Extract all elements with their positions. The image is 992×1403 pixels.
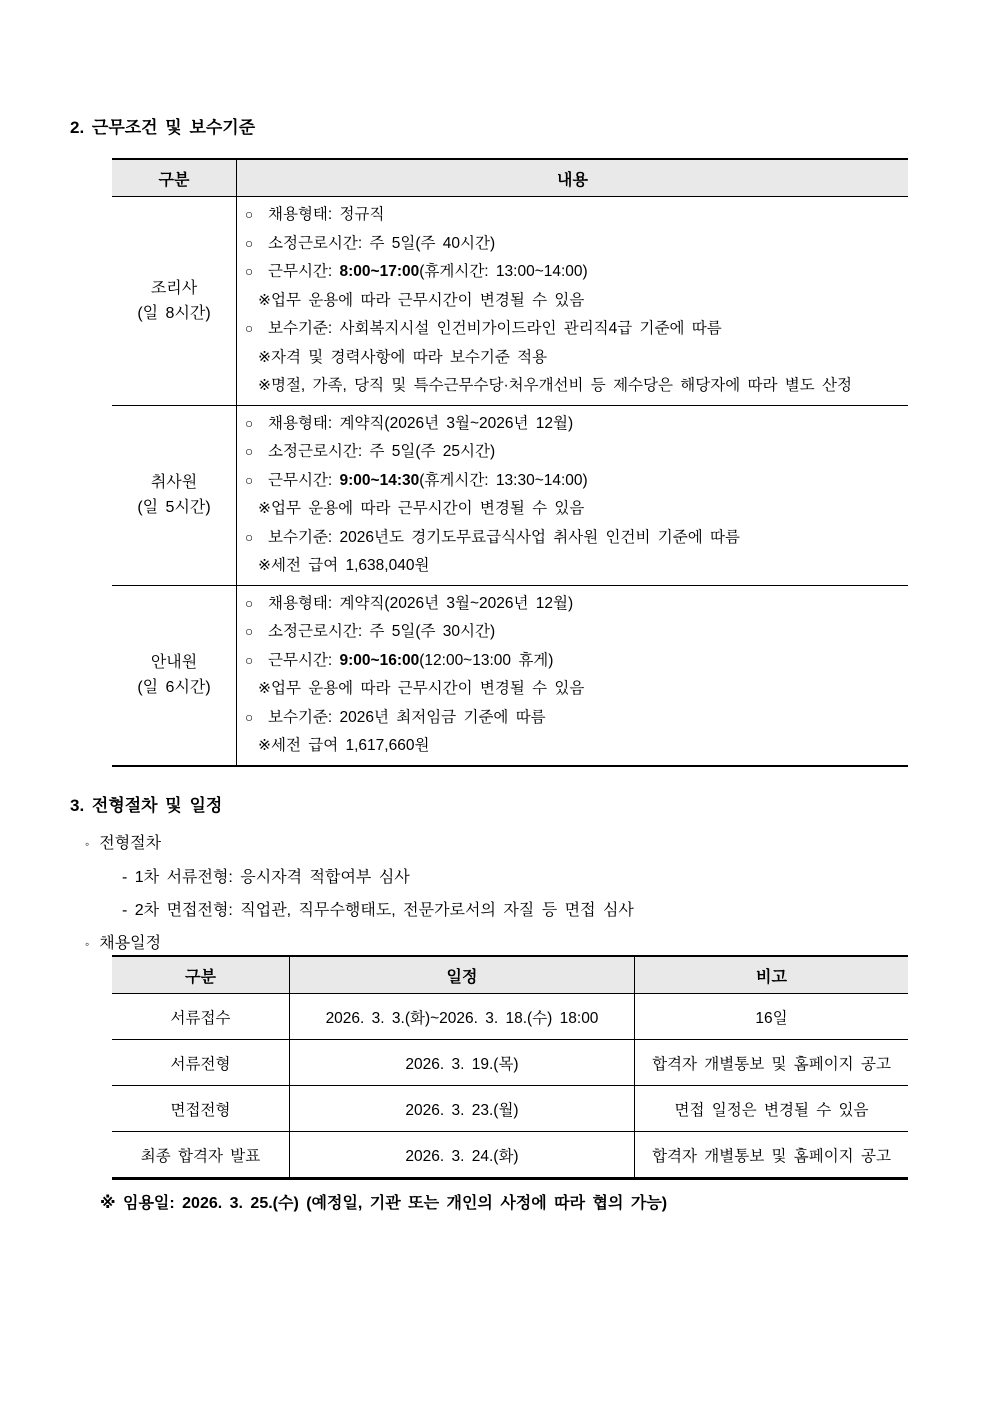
content-line bbox=[245, 647, 900, 676]
schedule-row-remark: 합격자 개별통보 및 홈페이지 공고 bbox=[635, 1040, 908, 1086]
note-line: ※세전 급여 1,617,660원 bbox=[258, 737, 430, 754]
job-hours: (일 8시간) bbox=[137, 304, 211, 322]
circle-bullet: ○ bbox=[245, 595, 254, 611]
line-text: 근무시간: bbox=[268, 651, 340, 669]
job-title: 안내원 bbox=[150, 654, 198, 671]
content-line bbox=[245, 618, 900, 647]
content-line bbox=[245, 230, 900, 259]
line-text: 근무시간: bbox=[268, 263, 340, 280]
schedule-row-remark: 16일 bbox=[635, 994, 908, 1040]
note-line: ※세전 급여 1,638,040원 bbox=[258, 557, 430, 574]
circle-bullet: ○ bbox=[245, 264, 254, 279]
procedure-subheading bbox=[85, 827, 634, 861]
schedule-row-category: 서류전형 bbox=[112, 1040, 290, 1086]
table-row-content-kitchen-helper bbox=[237, 406, 908, 586]
job-title: 조리사 bbox=[150, 279, 198, 297]
table1-header-category: 구분 bbox=[112, 160, 237, 197]
table-row-label-cook bbox=[112, 197, 237, 406]
content-line bbox=[245, 524, 900, 553]
schedule-row-category: 면접전형 bbox=[112, 1086, 290, 1132]
section2-heading: 2. 근무조건 및 보수기준 bbox=[70, 118, 256, 137]
content-line bbox=[245, 201, 900, 230]
note-line: ※업무 운용에 따라 근무시간이 변경될 수 있음 bbox=[258, 680, 585, 697]
schedule-table bbox=[112, 955, 908, 1180]
content-line bbox=[245, 315, 900, 344]
table-row-content-cook bbox=[237, 197, 908, 406]
schedule-row-category: 서류접수 bbox=[112, 994, 290, 1040]
schedule-row-remark: 면접 일정은 변경될 수 있음 bbox=[635, 1086, 908, 1132]
schedule-row-date: 2026. 3. 24.(화) bbox=[290, 1132, 635, 1178]
content-line bbox=[245, 410, 900, 439]
circle-bullet: ○ bbox=[245, 709, 254, 725]
schedule-label: 채용일정 bbox=[99, 935, 162, 952]
circle-bullet: ○ bbox=[245, 624, 254, 639]
line-text: (12:00~13:00 휴게) bbox=[419, 651, 554, 669]
procedure-item: - 2차 면접전형: 직업관, 직무수행태도, 전문가로서의 자질 등 면접 심사 bbox=[122, 902, 634, 919]
schedule-row-date: 2026. 3. 23.(월) bbox=[290, 1086, 635, 1132]
line-text: 소정근로시간: 주 5일(주 30시간) bbox=[268, 623, 496, 640]
line-text: (휴게시간: 13:30~14:00) bbox=[419, 471, 588, 489]
line-text: 채용형태: 정규직 bbox=[268, 206, 385, 223]
line-bold-text: 8:00~17:00 bbox=[339, 263, 420, 280]
ring-bullet: ◦ bbox=[85, 837, 90, 851]
note-line: ※업무 운용에 따라 근무시간이 변경될 수 있음 bbox=[258, 500, 585, 517]
table2-header-remark: 비고 bbox=[635, 957, 908, 994]
circle-bullet: ○ bbox=[245, 529, 254, 545]
note-line: ※업무 운용에 따라 근무시간이 변경될 수 있음 bbox=[258, 291, 585, 309]
content-line bbox=[245, 704, 900, 733]
circle-bullet: ○ bbox=[245, 235, 254, 251]
procedure-label: 전형절차 bbox=[99, 835, 162, 852]
table-row-content-guide bbox=[237, 586, 908, 765]
circle-bullet: ○ bbox=[245, 444, 254, 459]
job-hours: (일 5시간) bbox=[137, 499, 211, 516]
line-text: 근무시간: bbox=[268, 471, 340, 489]
circle-bullet: ○ bbox=[245, 652, 254, 668]
note-line: ※명절, 가족, 당직 및 특수근무수당·처우개선비 등 제수당은 해당자에 따라 별도 산정 bbox=[258, 377, 852, 394]
content-line bbox=[245, 590, 900, 619]
table-row-label-kitchen-helper bbox=[112, 406, 237, 586]
line-bold-text: 9:00~16:00 bbox=[339, 651, 420, 669]
line-text: 채용형태: 계약직(2026년 3월~2026년 12월) bbox=[268, 594, 574, 612]
content-line bbox=[245, 467, 900, 496]
schedule-row-date: 2026. 3. 3.(화)~2026. 3. 18.(수) 18:00 bbox=[290, 994, 635, 1040]
line-text: 보수기준: 사회복지시설 인건비가이드라인 관리직4급 기준에 따름 bbox=[268, 320, 722, 337]
line-text: 보수기준: 2026년도 경기도무료급식사업 취사원 인건비 기준에 따름 bbox=[268, 528, 740, 546]
line-text: 소정근로시간: 주 5일(주 40시간) bbox=[268, 234, 496, 252]
line-text: (휴게시간: 13:00~14:00) bbox=[419, 263, 588, 280]
line-text: 채용형태: 계약직(2026년 3월~2026년 12월) bbox=[268, 414, 574, 432]
ring-bullet: ◦ bbox=[85, 937, 90, 951]
line-text: 소정근로시간: 주 5일(주 25시간) bbox=[268, 443, 496, 460]
circle-bullet: ○ bbox=[245, 207, 254, 222]
note-line: ※자격 및 경력사항에 따라 보수기준 적용 bbox=[258, 348, 548, 366]
schedule-row-category: 최종 합격자 발표 bbox=[112, 1132, 290, 1178]
table-row-label-guide bbox=[112, 586, 237, 765]
table2-header-date: 일정 bbox=[290, 957, 635, 994]
schedule-row-remark: 합격자 개별통보 및 홈페이지 공고 bbox=[635, 1132, 908, 1178]
table1-header-content: 내용 bbox=[237, 160, 908, 197]
circle-bullet: ○ bbox=[245, 415, 254, 431]
table2-header-category: 구분 bbox=[112, 957, 290, 994]
appointment-date-footnote: ※ 임용일: 2026. 3. 25.(수) (예정일, 기관 또는 개인의 사정에 따라 협의 가능) bbox=[100, 1195, 668, 1212]
schedule-row-date: 2026. 3. 19.(목) bbox=[290, 1040, 635, 1086]
line-bold-text: 9:00~14:30 bbox=[339, 471, 420, 489]
procedure-item: - 1차 서류전형: 응시자격 적합여부 심사 bbox=[122, 869, 410, 886]
job-hours: (일 6시간) bbox=[137, 679, 211, 696]
job-title: 취사원 bbox=[150, 474, 198, 491]
content-line bbox=[245, 258, 900, 287]
line-text: 보수기준: 2026년 최저임금 기준에 따름 bbox=[268, 708, 546, 726]
circle-bullet: ○ bbox=[245, 321, 254, 336]
section3 bbox=[70, 791, 634, 961]
work-conditions-table bbox=[112, 158, 908, 767]
circle-bullet: ○ bbox=[245, 472, 254, 488]
section3-heading: 3. 전형절차 및 일정 bbox=[70, 796, 223, 815]
content-line bbox=[245, 438, 900, 467]
